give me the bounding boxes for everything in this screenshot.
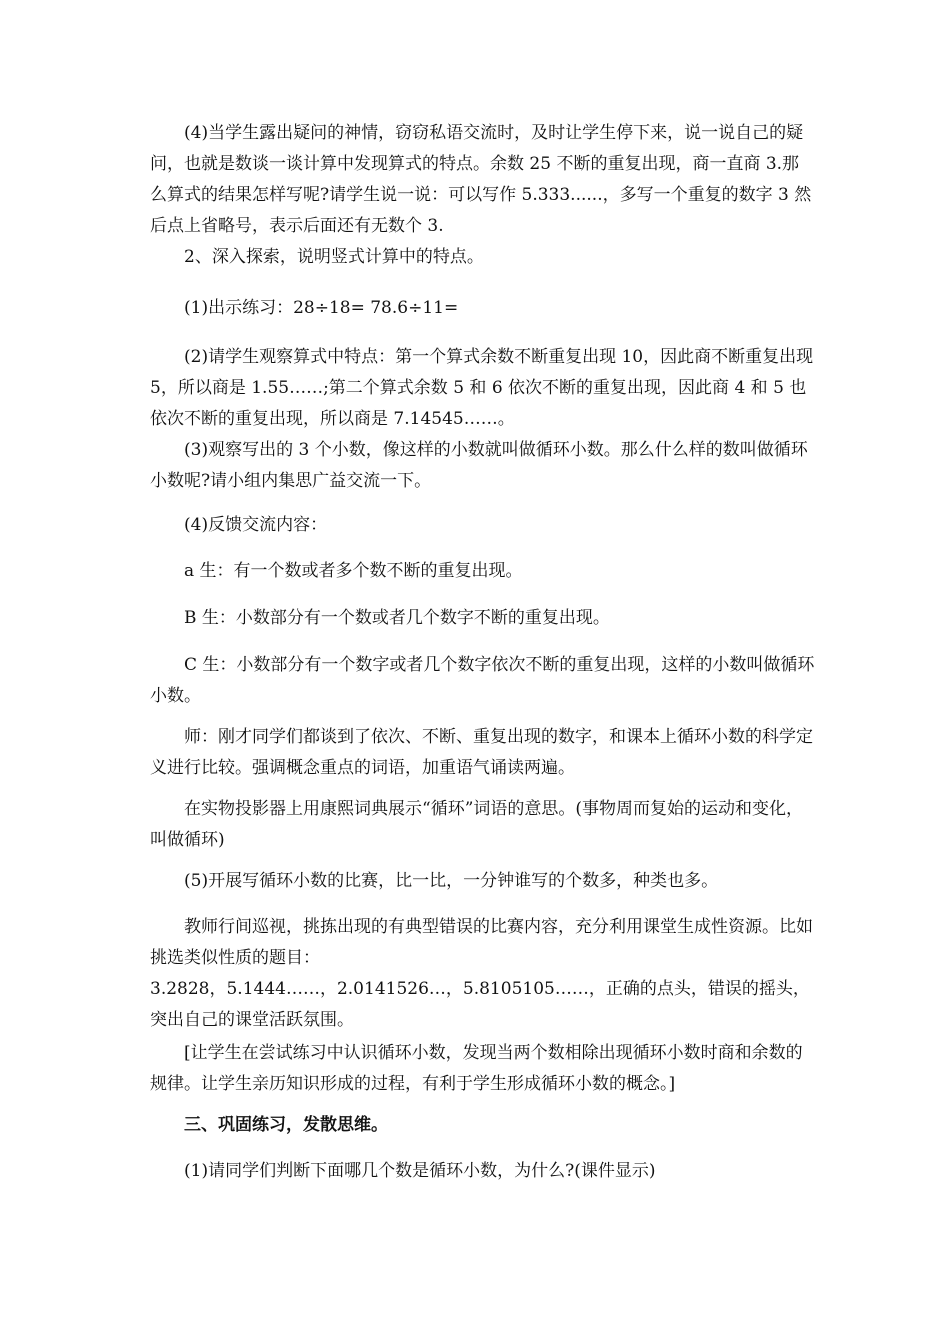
examples-line: 3.2828，5.1444……，2.0141526…，5.8105105……，正确的点头，错误的摇头，突出自己的课堂活跃氛围。 [150, 979, 810, 1030]
paragraph-5-contest: (5)开展写循环小数的比赛，比一比，一分钟谁写的个数多，种类也多。 [184, 871, 719, 891]
bracket-note: [让学生在尝试练习中认识循环小数，发现当两个数相除出现循环小数时商和余数的规律。让学生亲历知识形成的过程，有利于学生形成循环小数的概念。] [150, 1043, 803, 1094]
section-2-heading: 2、深入探索，说明竖式计算中的特点。 [184, 247, 484, 267]
student-a-answer: a 生：有一个数或者多个数不断的重复出现。 [184, 561, 523, 581]
paragraph-3-recurring: (3)观察写出的 3 个小数，像这样的小数就叫做循环小数。那么什么样的数叫做循环小数呢?请小组内集思广益交流一下。 [150, 440, 808, 491]
paragraph-2-observe: (2)请学生观察算式中特点：第一个算式余数不断重复出现 10，因此商不断重复出现 5，所以商是 1.55……;第二个算式余数 5 和 6 依次不断的重复出现，因此商 4 和 5 也依次不断的重复出现，所以商是 7.14545……。 [150, 347, 814, 429]
paragraph-4-doubts: (4)当学生露出疑问的神情，窃窃私语交流时，及时让学生停下来，说一说自己的疑问，也就是数谈一谈计算中发现算式的特点。余数 25 不断的重复出现，商一直商 3.那么算式的结果怎样写呢?请学生说一说：可以写作 5.333......，多写一个重复的数字 3 然后点上省略号，表示后面还有无数个 3. [150, 123, 812, 236]
teacher-comment: 师：刚才同学们都谈到了依次、不断、重复出现的数字，和课本上循环小数的科学定义进行比较。强调概念重点的词语，加重语气诵读两遍。 [150, 727, 813, 778]
student-b-answer: B 生：小数部分有一个数或者几个数字不断的重复出现。 [184, 608, 610, 628]
student-c-answer: C 生：小数部分有一个数字或者几个数字依次不断的重复出现，这样的小数叫做循环小数。 [150, 655, 815, 706]
dictionary-note: 在实物投影器上用康熙词典展示“循环”词语的意思。(事物周而复始的运动和变化，叫做循环) [150, 799, 804, 850]
paragraph-1-judge: (1)请同学们判断下面哪几个数是循环小数，为什么?(课件显示) [184, 1161, 656, 1181]
teacher-patrol: 教师行间巡视，挑拣出现的有典型错误的比赛内容，充分利用课堂生成性资源。比如挑选类似性质的题目： [150, 917, 813, 968]
paragraph-1-exercise: (1)出示练习：28÷18= 78.6÷11= [184, 298, 459, 318]
section-3-heading: 三、巩固练习，发散思维。 [184, 1115, 388, 1135]
paragraph-4-feedback: (4)反馈交流内容： [184, 515, 328, 535]
